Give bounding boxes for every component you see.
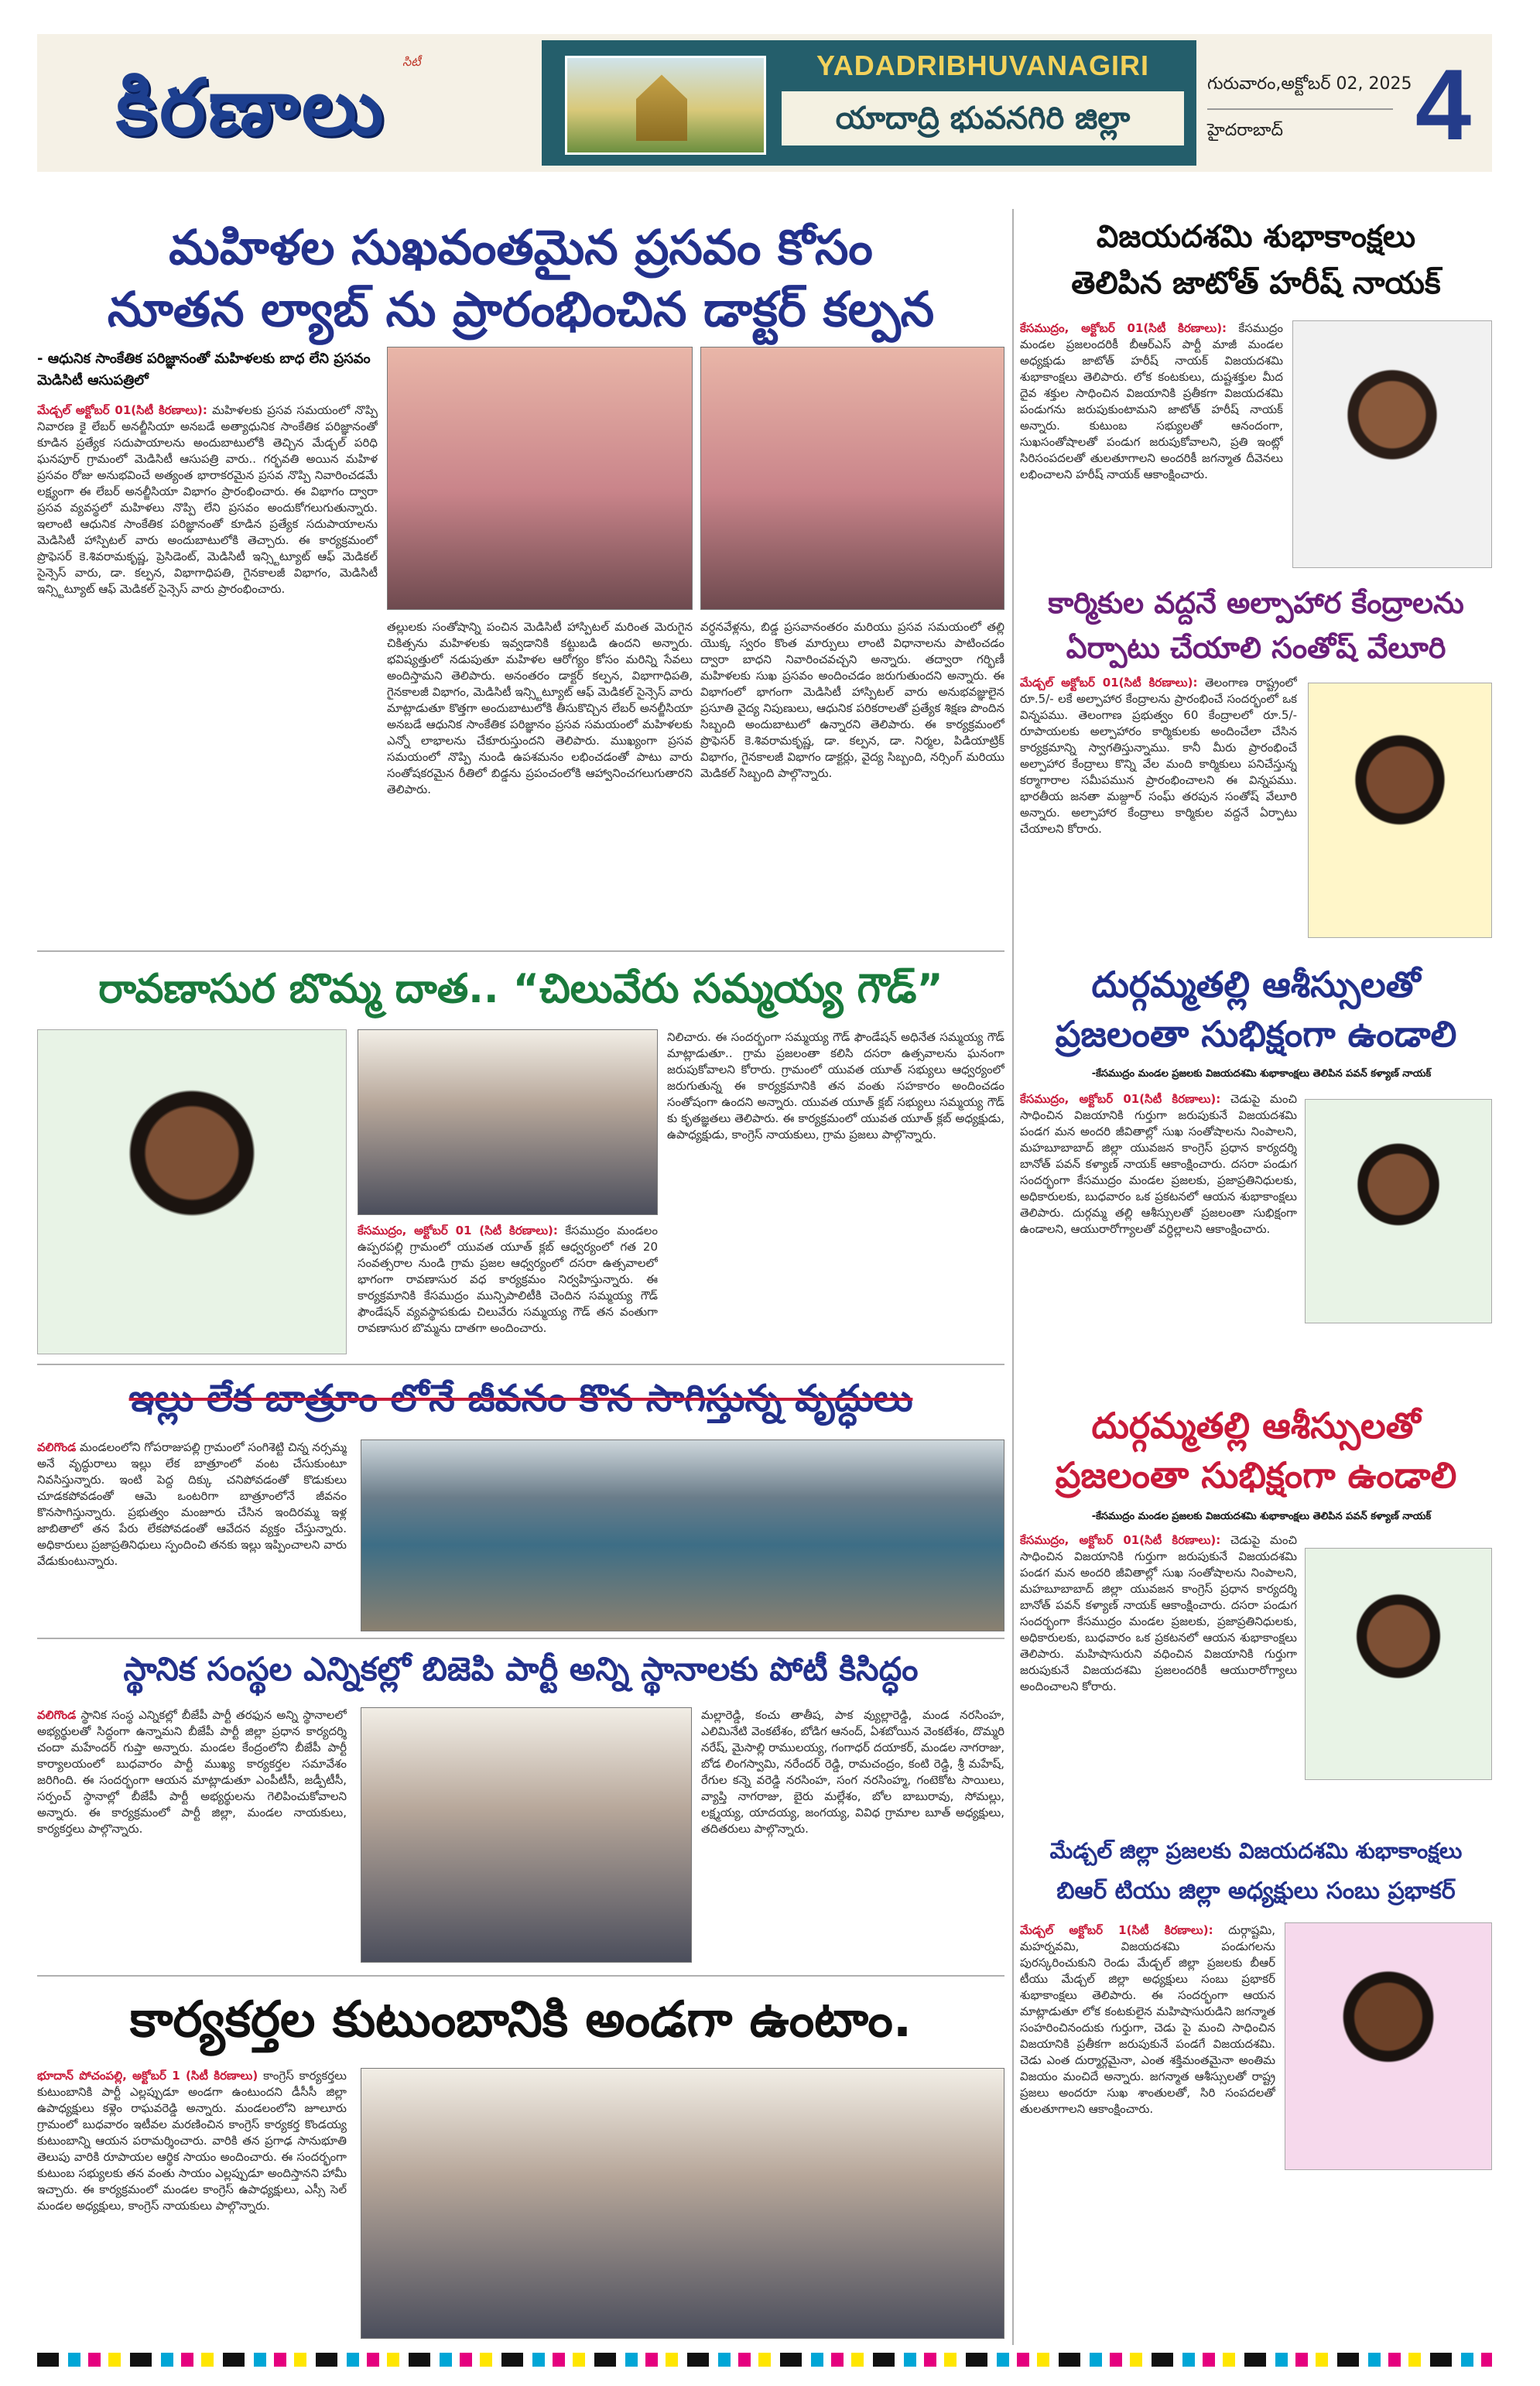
santosh-portrait <box>1308 683 1492 938</box>
district-name-english: YADADRIBHUVANAGIRI <box>816 50 1150 81</box>
santosh-headline-1: కార్మికుల వద్దనే అల్పాహార కేంద్రాలను <box>1048 586 1464 620</box>
santosh-byline: మేడ్చల్ అక్టోబర్ 01(సిటీ కిరణాలు): <box>1020 676 1198 690</box>
durga1-byline: కేసముద్రం, అక్టోబర్ 01(సిటీ కిరణాలు): <box>1020 1092 1221 1106</box>
section-divider-1 <box>37 950 1004 952</box>
harish-headline-1: విజయదశమి శుభాకాంక్షలు <box>1096 219 1416 255</box>
newspaper-logo: కిరణాలు <box>116 61 387 152</box>
ravana-group-photo <box>358 1029 658 1215</box>
lead-body-1: మహిళలకు ప్రసవ సమయంలో నొప్పి నివారణ కై లేబర్ అనల్జీసియా అనబడే అత్యాధునిక సాంకేతిక పరిజ్ఞానంతో కూడిన ప్రత్యేక సదుపాయాలను అందుబాటులోకి తెచ్చిన మేడ్చల్ పరిధి ఘనపూర్ గ్రామంలో మెడిసిటీ ఆసుపత్రి వారు.. గర్భవతి అయిన మహిళ ప్రసవం రోజు అనుభవించే అత్యంత భారాకరమైన ప్రసవ నొప్పి నివారించడమే లక్ష్యంగా ఈ లేబర్ అనల్జీసియా విభాగం ప్రారంభించారు. ఈ విభాగం ద్వారా ప్రసవ వ్యవస్థలో మహిళలు నొప్పి లేని ప్రసవం అందుకోగలుగుతున్నారు. ఇలాంటి ఆధునిక సాంకేతిక పరిజ్ఞానంతో కూడిన ప్రత్యేక సదుపాయాలను మెడిసిటీ హాస్పిటల్ వారు అందుబాటులోకి తెచ్చారు. ఈ కార్యక్రమంలో ప్రొఫెసర్ కె.శివరామకృష్ణ, ప్రెసిడెంట్, మెడిసిటీ ఇన్స్టిట్యూట్ ఆఫ్ మెడికల్ సైన్సెస్ వారు, డా. కల్పన, విభాగాధిపతి, గైనకాలజీ విభాగం, మెడిసిటీ ఇన్స్టిట్యూట్ ఆఫ్ మెడికల్ సైన్సెస్ వారు ప్రారంభించారు. <box>37 403 378 596</box>
lead-body-col2: తల్లులకు సంతోషాన్ని పంచిన మెడిసిటీ హాస్పిటల్ మరింత మెరుగైన చికిత్సను మహిళలకు ఇవ్వడానికి కట్టుబడి ఉందని అన్నారు. భవిష్యత్తులో నడుపుతూ మహిళల ఆరోగ్యం కోసం మరిన్ని సేవలు అందిస్తామని తెలిపారు. అనంతరం డాక్టర్ కల్పన, విభాగాధిపతి, గైనకాలజీ విభాగం, మెడిసిటీ ఇన్స్టిట్యూట్ ఆఫ్ మెడికల్ సైన్సెస్ వారు మాట్లాడుతూ కొత్తగా అందుబాటులోకి తీసుకొచ్చిన లేబర్ అనల్జీసియా అనబడే ఆధునిక సాంకేతిక పరిజ్ఞానం ప్రసవ సమయంలో మహిళలకు ఎన్నో లాభాలను చేకూరుస్తుందని తెలిపారు. ముఖ్యంగా ప్రసవ సమయంలో నొప్పి నుండి ఉపశమనం లభించడంతో పాటు వారు సంతోషకరమైన రీతిలో బిడ్డను ప్రపంచంలోకి ఆహ్వానించగలుగుతారని తెలిపారు. <box>387 620 693 796</box>
section-divider-2 <box>37 1364 1004 1365</box>
harish-body <box>1020 320 1283 576</box>
durga1-subhead: -కేసముద్రం మండల ప్రజలకు విజయదశమి శుభాకాంక్షలు తెలిపిన పవన్ కళ్యాణ్ నాయక్ <box>1091 1068 1432 1080</box>
issue-date: గురువారం,అక్టోబర్ 02, 2025 <box>1207 74 1412 94</box>
prabhakar-byline: మేడ్చల్ అక్టోబర్ 1(సిటీ కిరణాలు): <box>1020 1923 1213 1937</box>
lead-headline-1: మహిళల సుఖవంతమైన ప్రసవం కోసం <box>169 219 873 276</box>
karyakarta-byline: భూదాన్ పోచంపల్లి, అక్టోబర్ 1 (సిటీ కిరణాలు) <box>37 2069 258 2083</box>
bjp-body-col1 <box>37 1707 347 1963</box>
karyakarta-group-photo <box>361 2068 1004 2339</box>
lead-body-col3: వర్ధనవేళ్లను, బిడ్డ ప్రసవానంతరం మరియు ప్రసవ సమయంలో తల్లి యొక్క స్వరం కొంత మార్పులు లాంటి విధానాలను పాటించడం ద్వారా బాధని నివారించవచ్చని అన్నారు. తద్వారా గర్భిణీ మహిళలకు సుఖ ప్రసవం అందించడం జరుగుతుందని అన్నారు. ఈ విభాగంలో భాగంగా మెడిసిటీ హాస్పిటల్ వారు అనుభవజ్ఞులైన ప్రసూతి వైద్య నిపుణులు, ఆధునిక పరికరాలతో ప్రత్యేక శిక్షణ పొందిన సిబ్బంది అందుబాటులో ఉన్నారని తెలిపారు. ఈ కార్యక్రమంలో ప్రొఫెసర్ కె.శివరామకృష్ణ, డా. కల్పన, డా. నిర్మల, పిడియాట్రిక్ విభాగం, గైనకాలజీ విభాగం డాక్టర్లు, వైద్య సిబ్బంది, నర్సింగ్ మరియు మెడికల్ సిబ్బంది పాల్గొన్నారు. <box>700 620 1004 780</box>
district-name-telugu: యాదాద్రి భువనగిరి జిల్లా <box>782 91 1184 145</box>
bathroom-text: మండలంలోని గోపరాజుపల్లి గ్రామంలో సంగిశెట్టి చిన్న నర్సమ్మ అనే వృద్ధురాలు ఇల్లు లేక బాత్రూంలో వంట చేసుకుంటూ నివసిస్తున్నారు. ఇంటి పెద్ద దిక్కు చనిపోవడంతో కొడుకులు చూడకపోవడంతో ఆమె ఒంటరిగా బాత్రూంలోనే జీవనం కొనసాగిస్తున్నారు. ప్రభుత్వం మంజూరు చేసిన ఇందిరమ్మ ఇళ్ల జాబితాలో తన పేరు లేకపోవడంతో ఆవేదన వ్యక్తం చేస్తున్నారు. అధికారులు ప్రజాప్రతినిధులు స్పందించి తనకు ఇల్లు ఇప్పించాలని వారు వేడుకుంటున్నారు. <box>37 1440 347 1568</box>
durga2-headline-1: దుర్గమ్మతల్లి ఆశీస్సులతో <box>1091 1405 1421 1446</box>
date-divider <box>1207 108 1393 110</box>
durga2-byline: కేసముద్రం, అక్టోబర్ 01(సిటీ కిరణాలు): <box>1020 1533 1221 1547</box>
pavan-portrait-2 <box>1305 1548 1492 1780</box>
harish-portrait <box>1292 320 1492 568</box>
sammayya-portrait <box>37 1029 347 1354</box>
durga2-subhead: -కేసముద్రం మండల ప్రజలకు విజయదశమి శుభాకాంక్షలు తెలిపిన పవన్ కళ్యాణ్ నాయక్ <box>1091 1511 1432 1522</box>
lead-subhead: - ఆధునిక సాంకేతిక పరిజ్ఞానంతో మహిళలకు బాధ లేని ప్రసవం మెడిసిటీ ఆసుపత్రిలో <box>37 351 371 389</box>
ravana-headline: రావణాసుర బొమ్మ దాత.. “చిలువేరు సమ్మయ్య గౌడ్” <box>98 966 943 1012</box>
issue-city: హైదరాబాద్ <box>1207 121 1283 140</box>
ravana-byline: కేసముద్రం, అక్టోబర్ 01 (సిటీ కిరణాలు): <box>358 1224 558 1238</box>
print-registration-bar <box>37 2353 1492 2367</box>
durga1-body <box>1020 1091 1297 1385</box>
bjp-body-col2: మల్లారెడ్డి, కంచు తాతీష, పాక వ్యుల్లారెడ్డి, మండ నరసింహ, ఎలిమినేటి వెంకటేశం, బోడిగ ఆనంద్, ఏశబోయిన వెంకటేశం, దొమ్మరి నరేష్, మైసాల్లి రాములయ్య, గంగాధర్ దయాకర్, మండల నాగరాజు, బోడ లింగస్వామి, నరేందర్ రెడ్డి, రామచంద్రం, కంటి రెడ్డి, శ్రీ మహేష్, రేగుల కన్నె వరెడ్డి నరసింహ, సంగ నరసింహ్మ, గంటెకోట సాయిలు, వ్యాప్తి నాగరాజు, బైరు మల్లేశం, బోల బాబురావు, సోమల్లు, లక్ష్మయ్య, యాదయ్య, జంగయ్య, వివిధ గ్రామాల బూత్ అధ్యక్షులు, తదితరులు పాల్గొన్నారు. <box>701 1708 1004 1836</box>
durga1-text: చెడుపై మంచి సాధించిన విజయానికి గుర్తుగా జరుపుకునే విజయదశమి పండగ మన అందరి జీవితాల్లో సుఖ సంతోషాలను నింపాలని, మహబూబాబాద్ జిల్లా యువజన కాంగ్రెస్ ప్రధాన కార్యదర్శి బానోత్ పవన్ కళ్యాణ్ నాయక్ ఆకాంక్షించారు. దసరా పండుగ సందర్భంగా కేసముద్రం మండల ప్రజలకు, ప్రజాప్రతినిధులకు, అధికారులకు, బుధవారం ఒక ప్రకటనలో ఆయన శుభాకాంక్షలు తెలిపారు. దుర్గమ్మ తల్లి ఆశీస్సులతో ప్రజలంతా సుభిక్షంగా ఉండాలని, ఆయురారోగ్యాలతో వర్ధిల్లాలని ఆకాంక్షించారు. <box>1020 1092 1297 1236</box>
santosh-headline-2: ఏర్పాటు చేయాలి సంతోష్ వేలూరి <box>1066 631 1446 665</box>
bathroom-headline: ఇల్లు లేక బాత్రూం లోనే జీవనం కొన సాగిస్తున్న వృద్ధులు <box>128 1377 913 1420</box>
bjp-headline: స్థానిక సంస్థల ఎన్నికల్లో బిజెపి పార్టీ అన్ని స్థానాలకు పోటీ కిసిద్ధం <box>123 1650 919 1688</box>
lead-photo-ribbon-cutting <box>387 347 693 610</box>
lead-headline-2: నూతన ల్యాబ్ ను ప్రారంభించిన డాక్టర్ కల్పన <box>107 281 935 337</box>
column-divider <box>1012 209 1014 2345</box>
logo-small-text: సిటీ <box>402 54 421 69</box>
page-number: 4 <box>1415 48 1472 161</box>
prabhakar-body <box>1020 1922 1275 2340</box>
durga2-headline-2: ప్రజలంతా సుభిక్షంగా ఉండాలి <box>1055 1454 1457 1496</box>
ravana-body-col1 <box>358 1223 658 1354</box>
bjp-meeting-photo <box>361 1707 692 1963</box>
bathroom-photo <box>361 1439 1004 1631</box>
harish-byline: కేసముద్రం, అక్టోబర్ 01(సిటీ కిరణాలు): <box>1020 321 1227 335</box>
lead-body-col1 <box>37 402 378 944</box>
durga2-body <box>1020 1532 1297 1826</box>
section-divider-4 <box>37 1975 1004 1977</box>
harish-text: కేసముద్రం మండల ప్రజలందరికీ బీఆర్ఎస్ పార్టీ మాజీ మండల అధ్యక్షుడు జాటోత్ హరీష్ నాయక్ విజయదశమి శుభాకాంక్షలు తెలిపారు. లోక కంటకులు, దుష్టశక్తుల మీద దైవ శక్తుల సాధించిన విజయానికి ప్రతీకగా విజయదశమి పండుగను జరుపుకుంటామని జాటోత్ హరీష్ నాయక్ అన్నారు. కుటుంబ సభ్యులతో ఆనందంగా, సుఖసంతోషాలతో పండుగ జరుపుకోవాలని, ప్రతి ఇంట్లో సిరిసంపదలతో తులతూగాలని అందరికీ జగన్మాత దీవెనలు లభించాలని హరీష్ నాయక్ ఆకాంక్షించారు. <box>1020 321 1283 481</box>
karyakarta-text: కాంగ్రెస్ కార్యకర్తలు కుటుంబానికి పార్టీ ఎల్లప్పుడూ అండగా ఉంటుందని డీసీసీ జిల్లా ఉపాధ్యక్షులు కళ్లెం రాఘవరెడ్డి అన్నారు. మండలంలోని జూలూరు గ్రామంలో బుధవారం ఇటీవల మరణించిన కాంగ్రెస్ కార్యకర్త కొండయ్య కుటుంబాన్ని ఆయన పరామర్శించారు. వారికి తన ప్రగాఢ సానుభూతి తెలుపు వారికి రూపాయల ఆర్థిక సాయం అందించారు. ఈ సందర్భంగా కుటుంబ సభ్యులకు తన వంతు సాయం ఎల్లప్పుడూ అందిస్తానని హామీ ఇచ్చారు. ఈ కార్యక్రమంలో మండల కాంగ్రెస్ ఉపాధ్యక్షులు, ఎస్సీ సెల్ మండల అధ్యక్షులు, కాంగ్రెస్ నాయకులు పాల్గొన్నారు. <box>37 2069 347 2213</box>
durga2-text: చెడుపై మంచి సాధించిన విజయానికి గుర్తుగా జరుపుకునే విజయదశమి పండగ మన అందరి జీవితాల్లో సుఖ సంతోషాలను నింపాలని, మహబూబాబాద్ జిల్లా యువజన కాంగ్రెస్ ప్రధాన కార్యదర్శి బానోత్ పవన్ కళ్యాణ్ నాయక్ ఆకాంక్షించారు. దసరా పండుగ సందర్భంగా కేసముద్రం మండల ప్రజలకు, ప్రజాప్రతినిధులకు, అధికారులకు, బుధవారం ఒక ప్రకటనలో ఆయన శుభాకాంక్షలు తెలిపారు. మహిషాసురుని వధించిన విజయానికి గుర్తుగా జరుపుకునే విజయదశమి ప్రజలందరికీ ఆయురారోగ్యాలు అందించాలని కోరారు. <box>1020 1533 1297 1693</box>
bjp-text-1: స్థానిక సంస్థ ఎన్నికల్లో బీజేపీ పార్టీ తరఫున అన్ని స్థానాలలో అభ్యర్థులతో సిద్ధంగా ఉన్నామని బీజేపీ పార్టీ జిల్లా ప్రధాన కార్యదర్శి చందా మహేందర్ గుప్తా అన్నారు. మండల కేంద్రంలోని బీజేపీ పార్టీ కార్యాలయంలో బుధవారం పార్టీ ముఖ్య కార్యకర్తల సమావేశం జరిగింది. ఈ సందర్భంగా ఆయన మాట్లాడుతూ ఎంపీటీసీ, జడ్పీటీసీ, సర్పంచ్ స్థానాల్లో బీజేపీ పార్టీ అభ్యర్థులను గెలిపించుకోవాలని అన్నారు. ఈ కార్యక్రమంలో పార్టీ జిల్లా, మండల నాయకులు, కార్యకర్తలు పాల్గొన్నారు. <box>37 1708 347 1836</box>
section-divider-3 <box>37 1638 1004 1639</box>
ravana-text-1: కేసముద్రం మండలం ఉప్పరపల్లి గ్రామంలో యువత యూత్ క్లబ్ ఆధ్వర్యంలో గత 20 సంవత్సరాల నుండి గ్రామ ప్రజల ఆధ్వర్యంలో దసరా ఉత్సవాలలో భాగంగా రావణాసుర వధ కార్యక్రమం నిర్వహిస్తున్నారు. ఈ కార్యక్రమానికి కేసముద్రం మున్సిపాలిటీకి చెందిన సమ్మయ్య గౌడ్ ఫౌండేషన్ వ్యవస్థాపకుడు చిలువేరు సమ్మయ్య గౌడ్ తన వంతుగా రావణాసుర బొమ్మను దాతగా అందించారు. <box>358 1224 658 1335</box>
santosh-body <box>1020 675 1297 946</box>
bathroom-body <box>37 1439 347 1625</box>
karyakarta-headline: కార్యకర్తల కుటుంబానికి అండగా ఉంటాం. <box>129 1991 912 2049</box>
prabhakar-headline-1: మేడ్చల్ జిల్లా ప్రజలకు విజయదశమి శుభాకాంక్షలు <box>1049 1838 1463 1864</box>
karyakarta-body <box>37 2068 347 2339</box>
bjp-byline: వలిగొండ <box>37 1708 77 1722</box>
bathroom-byline: వలిగొండ <box>37 1440 77 1454</box>
durga1-headline-1: దుర్గమ్మతల్లి ఆశీస్సులతో <box>1091 964 1421 1005</box>
lead-photo-lab-staff <box>700 347 1004 610</box>
lead-byline: మేడ్చల్ అక్టోబర్ 01(సిటీ కిరణాలు): <box>37 403 207 417</box>
prabhakar-portrait <box>1285 1922 1492 2170</box>
durga1-headline-2: ప్రజలంతా సుభిక్షంగా ఉండాలి <box>1055 1013 1457 1055</box>
ravana-body-col2: నిలిచారు. ఈ సందర్భంగా సమ్మయ్య గౌడ్ ఫౌండేషన్ అధినేత సమ్మయ్య గౌడ్ మాట్లాడుతూ.. గ్రామ ప్రజలంతా కలిసి దసరా ఉత్సవాలను ఘనంగా జరుపుకోవాలని కోరారు. గ్రామంలో యువత యూత్ సభ్యులు ఆధ్వర్యంలో జరుగుతున్న ఈ కార్యక్రమానికి తన వంతు సహకారం అందించడం సంతోషంగా ఉందని అన్నారు. యువత యూత్ క్లబ్ సభ్యులు సమ్మయ్య గౌడ్ కు కృతజ్ఞతలు తెలిపారు. ఈ కార్యక్రమంలో యువత యూత్ క్లబ్ అధ్యక్షుడు, ఉపాధ్యక్షుడు, కాంగ్రెస్ నాయకులు, గ్రామ ప్రజలు పాల్గొన్నారు. <box>667 1030 1004 1142</box>
prabhakar-headline-2: బిఆర్ టియు జిల్లా అధ్యక్షులు సంబు ప్రభాకర్ <box>1056 1878 1456 1905</box>
pavan-portrait-1 <box>1305 1099 1492 1323</box>
santosh-text: తెలంగాణ రాష్ట్రంలో రూ.5/- లకే అల్పాహార కేంద్రాలను ప్రారంభించే సందర్భంలో ఒక విన్నపము. తెలంగాణ ప్రభుత్వం 60 కేంద్రాలలో రూ.5/- రూపాయలకు అల్పాహారం కార్మికులకు అందించేలా చేసిన కార్యక్రమాన్ని స్వాగతిస్తున్నాము. కానీ మీరు ప్రారంభించే అల్పాహార కేంద్రాలు కొన్ని వేల మంది కార్మికులు పనిచేస్తున్న కర్మాగారాల సమీపమున ప్రారంభించాలని ఈ విన్నపము. భారతీయ జనతా మజ్దూర్ సంఘ్ తరపున సంతోష్ వేలూరి అన్నారు. అల్పాహార కేంద్రాలు కార్మికుల వద్దనే ఏర్పాటు చేయాలని కోరారు. <box>1020 676 1297 836</box>
prabhakar-text: దుర్గాష్టమి, మహర్నవమి, విజయదశమి పండుగలను పురస్కరించుకుని రెండు మేడ్చల్ జిల్లా ప్రజలకు బీఆర్ టీయు మేడ్చల్ జిల్లా అధ్యక్షులు సంబు ప్రభాకర్ శుభాకాంక్షలు తెలిపారు. ఈ సందర్భంగా ఆయన మాట్లాడుతూ లోక కంటకులైన మహిషాసురుడిని జగన్మాత సంహరించినందుకు గుర్తుగా, చెడు పై మంచి సాధించిన విజయానికి ప్రతీకగా జరుపుకునే పండగే విజయదశమి. చెడు ఎంత దుర్మార్గమైనా, ఎంత శక్తిమంతమైనా అంతిమ విజయం మంచిదే అన్నారు. జగన్మాత ఆశీస్సులతో రాష్ట్ర ప్రజలు అందరూ సుఖ శాంతులతో, సిరి సంపదలతో తులతూగాలని ఆకాంక్షించారు. <box>1020 1923 1275 2116</box>
harish-headline-2: తెలిపిన జాటోత్ హరీష్ నాయక్ <box>1071 265 1441 301</box>
